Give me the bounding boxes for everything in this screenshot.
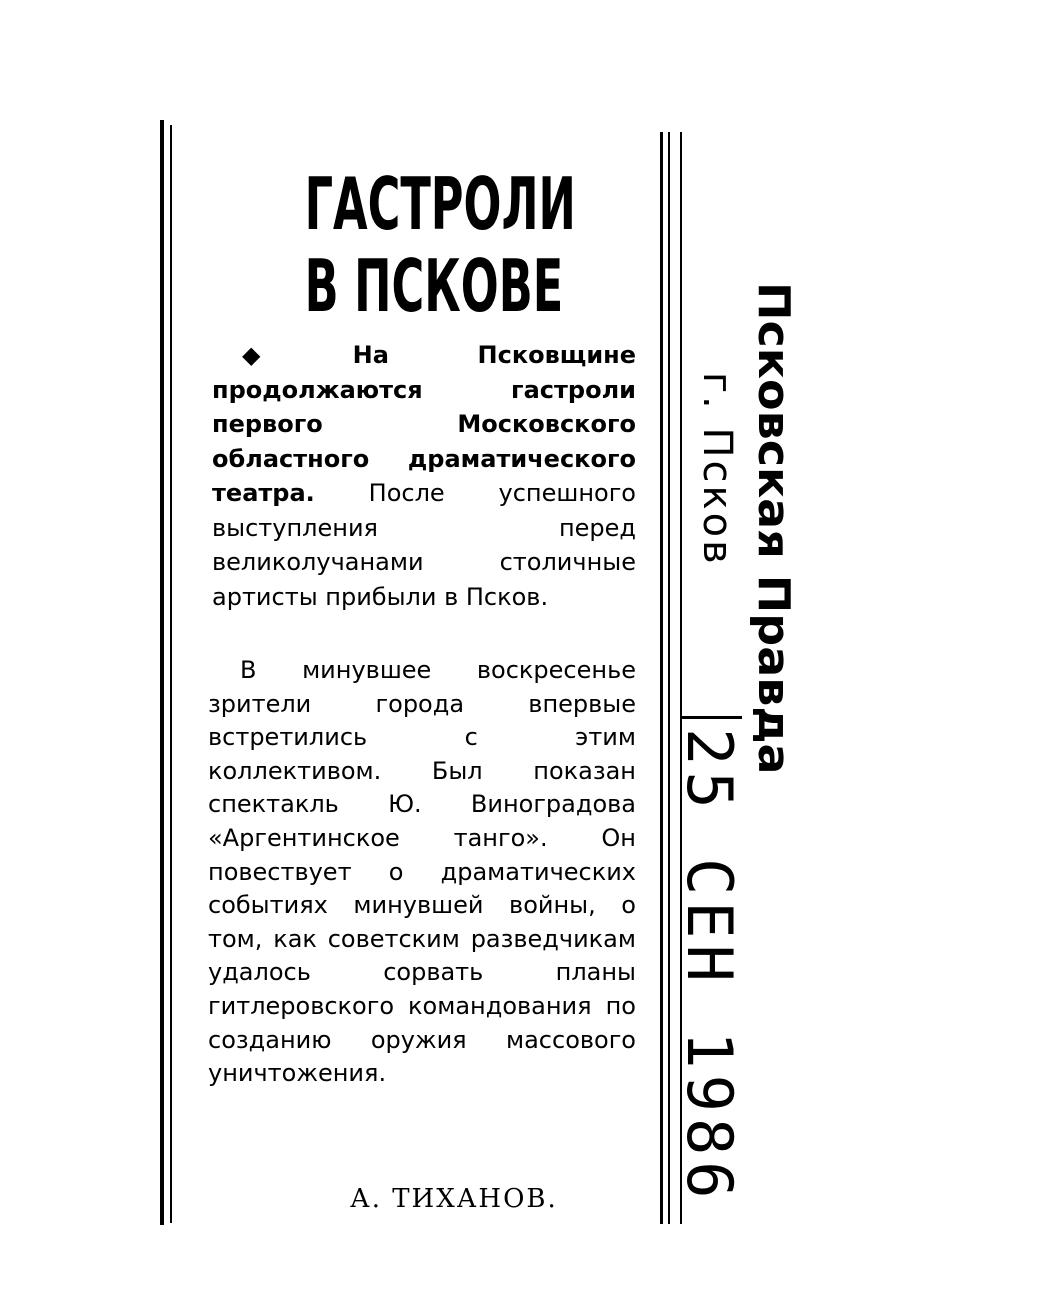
lead-rest-text: После успешного выступления перед великолучанами столичные артисты прибыли в Псков. [212,479,636,611]
left-rule [160,120,164,1225]
lead-bold-text: На Псковщине продолжаются гастроли первого Московского областного драматического театра. [212,341,636,507]
stamp-rule-top [682,716,742,719]
right-rule-inner [668,132,670,1224]
stamp-newspaper-name: Псковская Правда [748,282,800,775]
lead-paragraph [212,338,636,614]
right-rule [660,132,663,1224]
body-paragraph: В минувшее воскресенье зрители города впервые встретились с этим коллективом. Был показан спектакль Ю. Виноградова «Аргентинское танго». Он повествует о драматических событиях минувшей войны, о том, как советским разведчикам удалось сорвать планы гитлеровского командования по созданию оружия массового уничтожения. [208,656,636,1088]
article-title-line2: В ПСКОВЕ [304,244,564,328]
stamp-city: г. Псков [694,372,740,567]
article-author: А. ТИХАНОВ. [350,1184,558,1214]
left-rule-inner [170,125,172,1223]
stamp-date: 25 СЕН 1986 [673,728,746,1205]
article-title-line1: ГАСТРОЛИ [304,162,576,246]
diamond-bullet-icon: ◆ [242,341,341,369]
